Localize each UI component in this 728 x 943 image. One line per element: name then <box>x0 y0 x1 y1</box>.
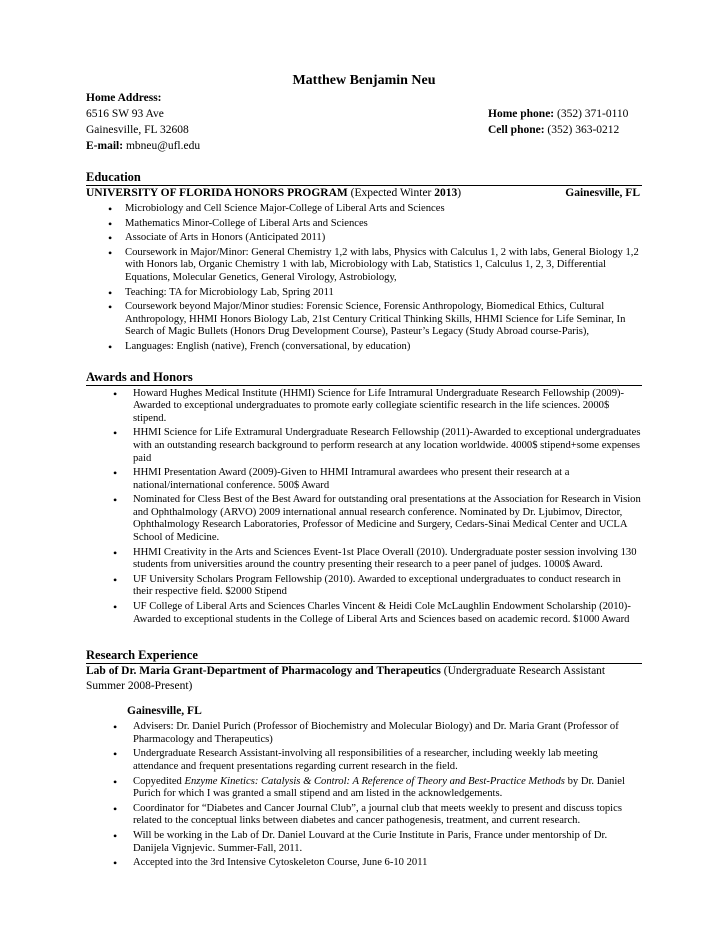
list-item: • Coordinator for “Diabetes and Cancer Journal Club”, a journal club that meets weekly to present and discuss topics related to the conceptual links between diabetes and cancer pathogenesis, treatment, and current research. <box>113 801 622 827</box>
home-address-label: Home Address: <box>86 92 162 104</box>
page-title: Matthew Benjamin Neu <box>292 73 436 88</box>
education-list <box>86 203 642 354</box>
list-item: • Will be working in the Lab of Dr. Daniel Louvard at the Curie Institute in Paris, France under mentorship of Dr. Danijela Vignjevic. Summer-Fall, 2011. <box>113 828 608 854</box>
street-address: 6516 SW 93 Ave <box>86 108 164 120</box>
research-location: Gainesville, FL <box>127 705 202 718</box>
list-item: • Teaching: TA for Microbiology Lab, Spring 2011 <box>108 285 334 300</box>
cell-phone: Cell phone: (352) 363-0212 <box>488 124 620 136</box>
list-item: • Howard Hughes Medical Institute (HHMI) Science for Life Intramural Undergraduate Research Fellowship (2009)-Awarded to exceptional undergraduates to promote early collegiate scientific research in the life sciences. 2000$ stipend. <box>113 386 625 424</box>
list-item: • HHMI Science for Life Extramural Undergraduate Research Fellowship (2011)-Awarded to exceptional undergraduates with an outstanding research background to perform research at any location worldwide. 4000$ stipend+some expenses paid <box>113 426 641 464</box>
awards-list <box>86 388 642 627</box>
list-item: • HHMI Creativity in the Arts and Sciences Event-1st Place Overall (2010). Undergraduate poster session involving 130 students from universities around the country presenting their research to a peer panel of judges. 1000$ Award. <box>113 545 637 571</box>
city-address: Gainesville, FL 32608 <box>86 124 189 136</box>
research-lab: Lab of Dr. Maria Grant-Department of Pharmacology and Therapeutics (Undergraduate Research Assistant Summer 2008-Present) <box>86 665 606 693</box>
list-item: • Microbiology and Cell Science Major-College of Liberal Arts and Sciences <box>108 202 445 216</box>
list-item: • Advisers: Dr. Daniel Purich (Professor of Biochemistry and Molecular Biology) and Dr. Maria Grant (Professor of Pharmacology and Therapeutics) <box>113 720 619 745</box>
list-item: • Coursework beyond Major/Minor studies: Forensic Science, Forensic Anthropology, Biomedical Ethics, Cultural Anthropology, HHMI Honors Biology Lab, 21st Century Critical Thinking Skills, HHMI Science for Life Seminar, In Search of Magic Bullets (Honors Drug Development Course), Pasteur’s Legacy (Study Abroad course-Paris), <box>108 300 626 338</box>
email: E-mail: mbneu@ufl.edu <box>86 140 201 152</box>
contact-block <box>86 90 642 154</box>
list-item: • Associate of Arts in Honors (Anticipated 2011) <box>108 231 326 246</box>
section-research-heading: Research Experience <box>86 648 642 664</box>
education-school-row: UNIVERSITY OF FLORIDA HONORS PROGRAM (Expected Winter 2013) Gainesville, FL <box>86 187 640 199</box>
resume-page <box>86 72 642 872</box>
list-item: • Nominated for Cless Best of the Best Award for outstanding oral presentations at the Association for Research in Vision and Ophthalmology (ARVO) 2009 international annual research conference. Nominated by Dr. Ljubimov, Director, Ophthalmology Research Laboratories, Professor of Medicine and Surgery, Cedars-Sinai Medical Center and UCLA School of Medicine. <box>113 493 641 544</box>
list-item: • HHMI Presentation Award (2009)-Given to HHMI Intramural awardees who present their research at a national/international conference. 500$ Award <box>113 466 570 491</box>
research-list <box>86 721 642 870</box>
list-item: • UF College of Liberal Arts and Sciences Charles Vincent & Heidi Cole McLaughlin Endowment Scholarship (2010)-Awarded to exceptional students in the College of Liberal Arts and Sciences based on academic record. $1000 Award <box>113 600 631 625</box>
home-phone: Home phone: (352) 371-0110 <box>488 108 629 120</box>
list-item: • Accepted into the 3rd Intensive Cytoskeleton Course, June 6-10 2011 <box>113 856 428 871</box>
school-name: UNIVERSITY OF FLORIDA HONORS PROGRAM <box>86 187 348 199</box>
list-item: • UF University Scholars Program Fellowship (2010). Awarded to exceptional undergraduates to conduct research in their respective field. $2000 Stipend <box>113 572 621 598</box>
list-item: • Undergraduate Research Assistant-involving all responsibilities of a researcher, including weekly lab meeting attendance and frequent presentations regarding current research in the field. <box>113 747 598 772</box>
section-education-heading: Education <box>86 170 642 186</box>
list-item: • Mathematics Minor-College of Liberal Arts and Sciences <box>108 216 368 231</box>
school-location: Gainesville, FL <box>565 187 640 199</box>
list-item: • Coursework in Major/Minor: General Chemistry 1,2 with labs, Physics with Calculus 1, 2 with labs, General Biology 1,2 with Honors lab, Organic Chemistry 1 with lab, Microbiology with Lab, Statistics 1, Calculus 1, 2, 3, Differential Equations, Molecular Genetics, General Virology, Astrobiology, <box>108 245 639 283</box>
list-item: • Copyedited Enzyme Kinetics: Catalysis & Control: A Reference of Theory and Best-Practice Methods by Dr. Daniel Purich for which I was granted a small stipend and am listed in the acknowledgements. <box>113 774 625 800</box>
list-item: • Languages: English (native), French (conversational, by education) <box>108 339 411 354</box>
section-awards-heading: Awards and Honors <box>86 370 642 386</box>
